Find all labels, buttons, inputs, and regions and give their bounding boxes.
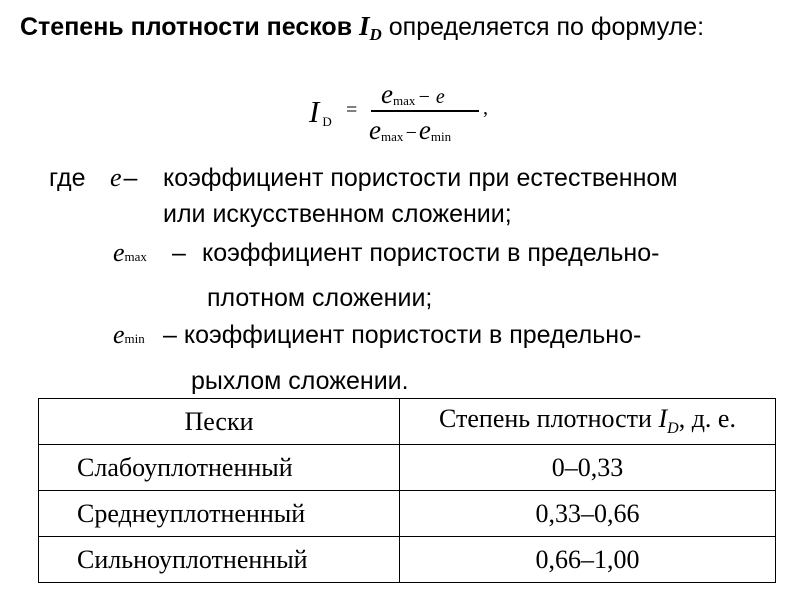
def-emax: emax — [113, 238, 147, 267]
sand-name-cell: Слабоуплотненный — [39, 445, 400, 491]
formula-numerator: emax − e — [381, 79, 445, 109]
title-rest: определяется по формуле: — [388, 13, 705, 41]
table-row — [39, 445, 776, 491]
formula-equals: = — [346, 99, 358, 121]
table-header-row — [39, 399, 776, 445]
density-range-cell: 0–0,33 — [400, 445, 776, 491]
formula-denominator: emax−emin — [369, 115, 452, 145]
def-e-line2: или искусственном сложении; — [163, 200, 512, 228]
def-emin: emin — [113, 320, 145, 349]
formula-comma: , — [483, 97, 488, 119]
def-emax-dash: – — [172, 239, 186, 267]
def-e: e– — [110, 163, 138, 192]
def-emax-line2: плотном сложении; — [207, 284, 433, 312]
where-label: где — [49, 164, 86, 192]
def-emax-line1: коэффициент пористости в предельно- — [202, 239, 660, 267]
sand-name-cell: Сильноуплотненный — [39, 537, 400, 583]
sand-name-cell: Среднеуплотненный — [39, 491, 400, 537]
density-table — [38, 398, 776, 583]
density-range-cell: 0,66–1,00 — [400, 537, 776, 583]
title-text: Степень плотности песков — [20, 13, 353, 41]
formula-lhs: I D — [309, 94, 332, 129]
formula — [309, 77, 509, 157]
page-title — [20, 6, 704, 50]
title-variable: $I_D$ — [359, 11, 382, 44]
table-row — [39, 537, 776, 583]
def-e-line1: коэффициент пористости при естественном — [163, 164, 678, 192]
fraction-line — [371, 110, 479, 112]
def-emin-line1: – коэффициент пористости в предельно- — [163, 321, 642, 349]
def-emin-line2: рыхлом сложении. — [191, 367, 409, 395]
table-row — [39, 491, 776, 537]
density-range-cell: 0,33–0,66 — [400, 491, 776, 537]
header-sands: Пески — [39, 399, 400, 445]
header-density: Степень плотности $I_D$, д. е. — [400, 399, 776, 445]
